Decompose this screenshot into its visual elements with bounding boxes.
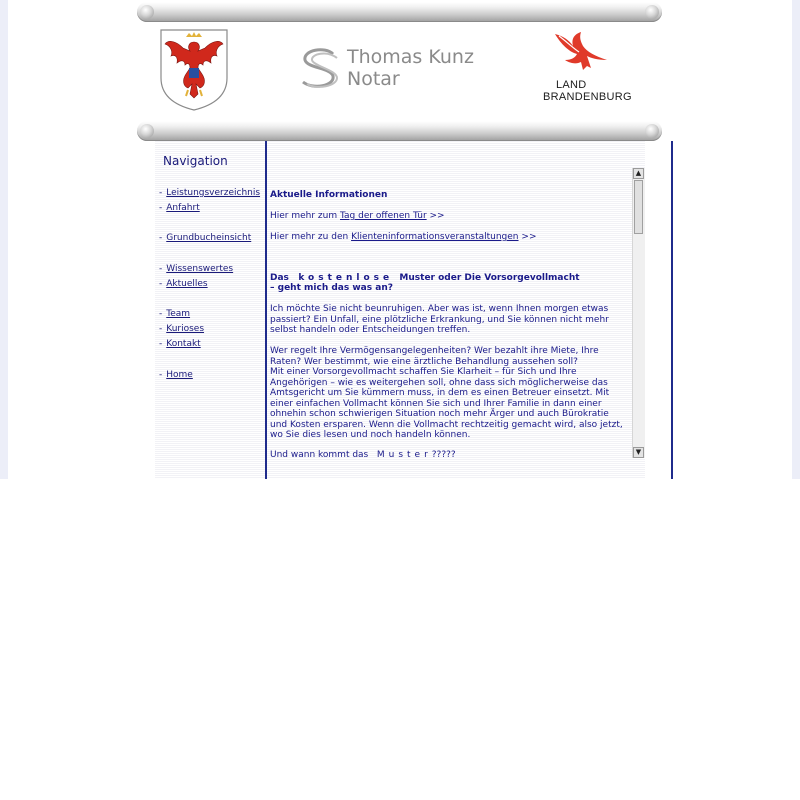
paragraph-line: Raten? Wer bestimmt, wie eine ärztliche Behandlung aussehen soll? bbox=[270, 356, 578, 367]
nav-dash: - bbox=[159, 324, 163, 334]
nav-link[interactable]: Home bbox=[166, 370, 193, 380]
top-decorative-bar bbox=[137, 2, 662, 22]
nav-dash: - bbox=[159, 309, 163, 319]
article-heading-c: Muster oder Die Vorsorgevollmacht bbox=[399, 273, 580, 283]
nav-link[interactable]: Anfahrt bbox=[166, 203, 200, 213]
nav-dash: - bbox=[159, 203, 163, 213]
article-heading bbox=[270, 273, 580, 284]
content-right-rule bbox=[671, 141, 673, 479]
nav-dash: - bbox=[159, 188, 163, 198]
paragraph-line: Ich möchte Sie nicht beunruhigen. Aber was ist, wenn Ihnen morgen etwas bbox=[270, 304, 609, 314]
paragraph-line: passiert? Ein Unfall, eine plötzliche Erkrankung, und Sie können nicht mehr bbox=[270, 314, 609, 325]
nav-item-aktuelles[interactable] bbox=[159, 279, 208, 289]
info-line-open-day bbox=[270, 211, 445, 222]
nav-item-kontakt[interactable] bbox=[159, 339, 201, 349]
scroll-down-arrow-icon[interactable]: ▼ bbox=[633, 447, 644, 458]
site-header bbox=[137, 22, 662, 121]
left-page-strip bbox=[0, 0, 8, 479]
brandenburg-eagle-icon bbox=[551, 30, 611, 78]
section-heading: Aktuelle Informationen bbox=[270, 190, 388, 200]
content-scrollbar[interactable] bbox=[632, 168, 645, 458]
nav-item-anfahrt[interactable] bbox=[159, 203, 200, 213]
info-prefix: Hier mehr zum bbox=[270, 211, 338, 221]
paragraph-line: ohnehin schon schwierigen Situation noch mehr Ärger und auch Bürokratie bbox=[270, 409, 609, 419]
bar-knob-icon bbox=[140, 5, 154, 19]
right-page-strip bbox=[792, 0, 800, 479]
nav-item-team[interactable] bbox=[159, 309, 190, 319]
brand-line-land: LAND bbox=[556, 79, 587, 91]
paragraph-line: selbst handeln oder Entscheidungen treffen. bbox=[270, 325, 471, 335]
middle-decorative-bar bbox=[137, 121, 662, 141]
last-suffix: ????? bbox=[431, 450, 456, 460]
paragraph-line: Amtsgericht um Sie kümmern muss, in dem es einen Betreuer einsetzt. Mit bbox=[270, 388, 610, 398]
brand-line-brandenburg: BRANDENBURG bbox=[543, 91, 632, 103]
nav-item-kurioses[interactable] bbox=[159, 324, 204, 334]
nav-dash: - bbox=[159, 279, 163, 289]
paragraph-line: und Kosten ersparen. Wenn die Vollmacht rechtzeitig gemacht wird, also jetzt, bbox=[270, 419, 623, 430]
main-content bbox=[270, 150, 632, 460]
article-subheading: – geht mich das was an? bbox=[270, 283, 393, 293]
nav-link[interactable]: Leistungsverzeichnis bbox=[166, 188, 261, 198]
scrollbar-thumb[interactable] bbox=[634, 180, 643, 234]
notar-logo bbox=[297, 46, 487, 92]
brandenburg-coat-of-arms-icon bbox=[159, 28, 229, 112]
client-events-link[interactable]: Klienteninformationsveranstaltungen bbox=[351, 232, 519, 242]
notar-title: Notar bbox=[347, 68, 400, 90]
paragraph-line: einer einfachen Vollmacht können Sie sich und Ihrer Familie in dann einer bbox=[270, 398, 602, 409]
paragraph-1 bbox=[270, 304, 609, 336]
nav-link[interactable]: Aktuelles bbox=[166, 279, 208, 289]
info-suffix: >> bbox=[521, 232, 537, 242]
nav-item-grundbucheinsicht[interactable] bbox=[159, 233, 251, 243]
last-prefix: Und wann kommt das bbox=[270, 450, 369, 460]
nav-dash: - bbox=[159, 370, 163, 380]
info-line-client-events bbox=[270, 232, 537, 243]
nav-dash: - bbox=[159, 233, 163, 243]
paragraph-line: Angehörigen – wie es weitergehen soll, ohne dass sich möglicherweise das bbox=[270, 377, 608, 388]
nav-link[interactable]: Team bbox=[166, 309, 191, 319]
article-heading-a: Das bbox=[270, 273, 289, 283]
nav-item-home[interactable] bbox=[159, 370, 193, 380]
info-prefix: Hier mehr zu den bbox=[270, 232, 349, 242]
navigation-panel bbox=[155, 141, 265, 479]
scroll-up-arrow-icon[interactable]: ▲ bbox=[633, 168, 644, 179]
last-spaced: Muster bbox=[376, 450, 432, 460]
nav-item-leistungsverzeichnis[interactable] bbox=[159, 188, 260, 198]
nav-divider-rule bbox=[265, 141, 267, 479]
bar-knob-icon bbox=[645, 5, 659, 19]
notar-name: Thomas Kunz bbox=[347, 46, 474, 68]
paragraph-2 bbox=[270, 346, 623, 441]
bar-knob-icon bbox=[140, 124, 154, 138]
paragraph-line: Mit einer Vorsorgevollmacht schaffen Sie Klarheit – für Sich und Ihre bbox=[270, 367, 577, 377]
notar-logo-icon bbox=[297, 48, 341, 90]
land-brandenburg-logo bbox=[539, 30, 639, 114]
navigation-title: Navigation bbox=[163, 154, 228, 168]
paragraph-line: wo Sie dies lesen und noch handeln können. bbox=[270, 430, 471, 440]
nav-link[interactable]: Kurioses bbox=[166, 324, 205, 334]
bar-knob-icon bbox=[645, 124, 659, 138]
nav-link[interactable]: Wissenswertes bbox=[166, 264, 234, 274]
nav-link[interactable]: Grundbucheinsicht bbox=[166, 233, 252, 243]
paragraph-line: Wer regelt Ihre Vermögensangelegenheiten? Wer bezahlt ihre Miete, Ihre bbox=[270, 346, 599, 356]
info-suffix: >> bbox=[429, 211, 445, 221]
nav-dash: - bbox=[159, 264, 163, 274]
article-heading-b: kostenlose bbox=[298, 273, 394, 283]
nav-item-wissenswertes[interactable] bbox=[159, 264, 233, 274]
open-day-link[interactable]: Tag der offenen Tür bbox=[340, 211, 427, 221]
paragraph-3 bbox=[270, 450, 456, 460]
nav-dash: - bbox=[159, 339, 163, 349]
nav-link[interactable]: Kontakt bbox=[166, 339, 201, 349]
